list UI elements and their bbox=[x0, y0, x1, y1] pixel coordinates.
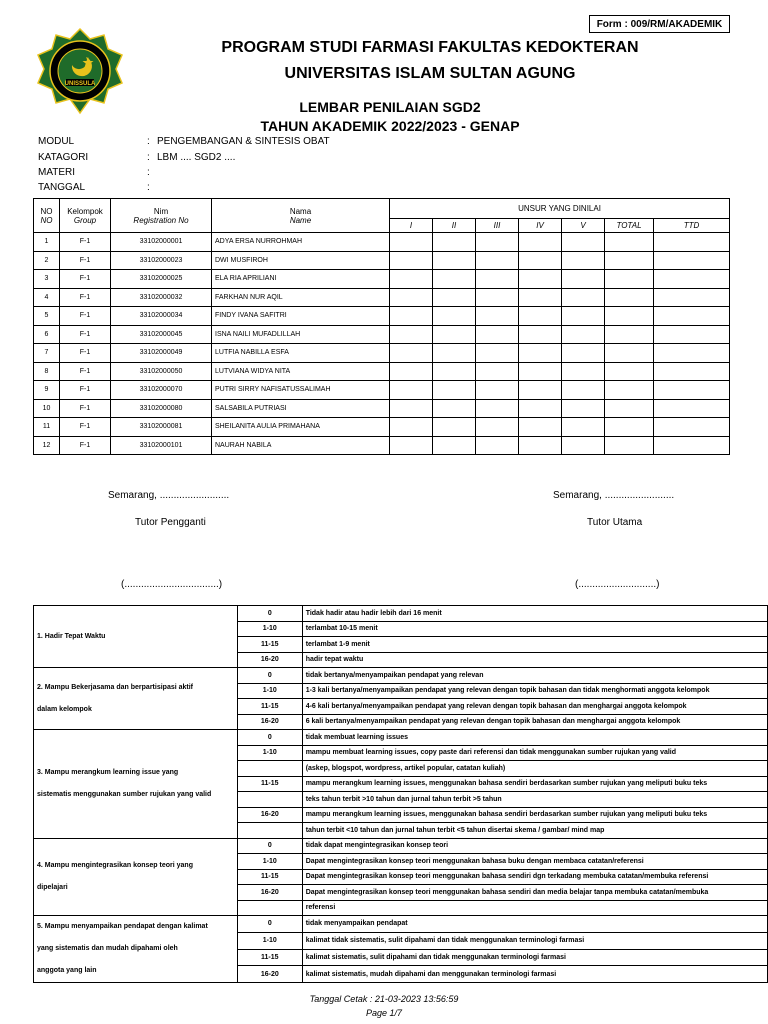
criterion-line: 1. Hadir Tepat Waktu bbox=[37, 632, 106, 640]
row-group: F-1 bbox=[60, 325, 111, 344]
row-nim: 33102000049 bbox=[111, 344, 212, 363]
row-name: FINDY IVANA SAFITRI bbox=[212, 307, 390, 326]
score-cell[interactable] bbox=[476, 251, 519, 270]
score-cell[interactable] bbox=[433, 399, 476, 418]
rubric-score: 1-10 bbox=[237, 621, 302, 637]
header-col-v: V bbox=[562, 219, 605, 233]
score-cell[interactable] bbox=[433, 418, 476, 437]
row-no: 10 bbox=[34, 399, 60, 418]
score-cell[interactable] bbox=[519, 436, 562, 455]
row-group: F-1 bbox=[60, 233, 111, 252]
rubric-description: tidak menyampaikan pendapat bbox=[302, 916, 767, 933]
row-name: PUTRI SIRRY NAFISATUSSALIMAH bbox=[212, 381, 390, 400]
score-cell[interactable] bbox=[654, 399, 730, 418]
score-cell[interactable] bbox=[562, 270, 605, 289]
score-cell[interactable] bbox=[390, 418, 433, 437]
score-cell[interactable] bbox=[519, 418, 562, 437]
table-row bbox=[34, 381, 730, 400]
row-group: F-1 bbox=[60, 399, 111, 418]
score-cell[interactable] bbox=[433, 436, 476, 455]
score-cell[interactable] bbox=[433, 307, 476, 326]
score-cell[interactable] bbox=[476, 307, 519, 326]
rubric-score: 11-15 bbox=[237, 699, 302, 715]
row-no: 5 bbox=[34, 307, 60, 326]
score-cell[interactable] bbox=[390, 344, 433, 363]
rubric-description: kalimat tidak sistematis, sulit dipahami dan tidak menggunakan terminologi farmasi bbox=[302, 932, 767, 949]
criterion-line: 5. Mampu menyampaikan pendapat dengan kalimat bbox=[37, 923, 208, 930]
right-signature-line: (............................) bbox=[575, 579, 660, 590]
score-cell[interactable] bbox=[390, 307, 433, 326]
score-cell[interactable] bbox=[654, 436, 730, 455]
row-group: F-1 bbox=[60, 362, 111, 381]
score-cell[interactable] bbox=[562, 418, 605, 437]
row-name: ISNA NAILI MUFADLILLAH bbox=[212, 325, 390, 344]
score-cell[interactable] bbox=[654, 418, 730, 437]
rubric-score: 1-10 bbox=[237, 932, 302, 949]
svg-text:UNISSULA: UNISSULA bbox=[64, 81, 96, 87]
row-no: 7 bbox=[34, 344, 60, 363]
faculty-title: PROGRAM STUDI FARMASI FAKULTAS KEDOKTERAN bbox=[221, 39, 639, 56]
score-cell[interactable] bbox=[562, 362, 605, 381]
score-cell[interactable] bbox=[519, 344, 562, 363]
score-cell[interactable] bbox=[562, 381, 605, 400]
score-cell[interactable] bbox=[476, 288, 519, 307]
rubric-description: Tidak hadir atau hadir lebih dari 16 menit bbox=[302, 606, 767, 622]
row-group: F-1 bbox=[60, 307, 111, 326]
table-row bbox=[34, 344, 730, 363]
university-title: UNIVERSITAS ISLAM SULTAN AGUNG bbox=[284, 65, 576, 82]
table-row bbox=[34, 325, 730, 344]
score-cell[interactable] bbox=[654, 270, 730, 289]
score-cell[interactable] bbox=[654, 233, 730, 252]
row-no: 3 bbox=[34, 270, 60, 289]
score-cell[interactable] bbox=[476, 399, 519, 418]
row-no: 12 bbox=[34, 436, 60, 455]
score-cell[interactable] bbox=[605, 436, 654, 455]
rubric-description: Dapat mengintegrasikan konsep teori menggunakan bahasa sendiri dan media belajar tanpa membuka catatan/membuka bbox=[302, 885, 767, 901]
criterion-line: yang sistematis dan mudah dipahami oleh bbox=[37, 945, 178, 952]
rubric-score: 16-20 bbox=[237, 966, 302, 983]
rubric-score: 11-15 bbox=[237, 637, 302, 653]
row-nim: 33102000045 bbox=[111, 325, 212, 344]
score-cell[interactable] bbox=[519, 399, 562, 418]
rubric-row bbox=[34, 668, 768, 684]
header-unsur: UNSUR YANG DINILAI bbox=[390, 199, 730, 219]
rubric-score: 11-15 bbox=[237, 949, 302, 966]
rubric-score: 1-10 bbox=[237, 683, 302, 699]
score-cell[interactable] bbox=[390, 381, 433, 400]
rubric-score: 0 bbox=[237, 916, 302, 933]
score-cell[interactable] bbox=[519, 325, 562, 344]
score-cell[interactable] bbox=[605, 251, 654, 270]
row-name: DWI MUSFIROH bbox=[212, 251, 390, 270]
meta-value-kategori: LBM .... SGD2 .... bbox=[157, 152, 236, 163]
rubric-description: teks tahun terbit >10 tahun dan jurnal tahun terbit >5 tahun bbox=[302, 792, 767, 808]
meta-label-modul: MODUL bbox=[38, 136, 75, 147]
row-no: 9 bbox=[34, 381, 60, 400]
rubric-score: 0 bbox=[237, 606, 302, 622]
rubric-score: 0 bbox=[237, 730, 302, 746]
score-cell[interactable] bbox=[476, 362, 519, 381]
rubric-description: 1-3 kali bertanya/menyampaikan pendapat yang relevan dengan topik bahasan dan tidak menghormati anggota kelompok bbox=[302, 683, 767, 699]
score-cell[interactable] bbox=[390, 325, 433, 344]
row-no: 4 bbox=[34, 288, 60, 307]
criterion-line: dipelajari bbox=[37, 883, 68, 891]
row-name: NAURAH NABILA bbox=[212, 436, 390, 455]
score-cell[interactable] bbox=[433, 362, 476, 381]
rubric-criterion bbox=[34, 916, 238, 983]
meta-label-materi: MATERI bbox=[38, 167, 76, 178]
table-row bbox=[34, 251, 730, 270]
score-cell[interactable] bbox=[433, 325, 476, 344]
rubric-row bbox=[34, 730, 768, 746]
row-nim: 33102000081 bbox=[111, 418, 212, 437]
right-place-date: Semarang, ......................... bbox=[553, 490, 675, 501]
rubric-score: 16-20 bbox=[237, 885, 302, 901]
score-cell[interactable] bbox=[519, 307, 562, 326]
row-nim: 33102000032 bbox=[111, 288, 212, 307]
score-cell[interactable] bbox=[476, 381, 519, 400]
table-row bbox=[34, 288, 730, 307]
meta-value-modul: PENGEMBANGAN & SINTESIS OBAT bbox=[157, 136, 330, 147]
row-no: 2 bbox=[34, 251, 60, 270]
row-name: ELA RIA APRILIANI bbox=[212, 270, 390, 289]
header-col-i: I bbox=[390, 219, 433, 233]
score-cell[interactable] bbox=[605, 418, 654, 437]
score-cell[interactable] bbox=[654, 288, 730, 307]
header-col-iii: III bbox=[476, 219, 519, 233]
left-place-date: Semarang, ......................... bbox=[108, 490, 230, 501]
table-row bbox=[34, 436, 730, 455]
rubric-description: Dapat mengintegrasikan konsep teori menggunakan bahasa buku dengan membaca catatan/referensi bbox=[302, 854, 767, 870]
row-group: F-1 bbox=[60, 418, 111, 437]
score-cell[interactable] bbox=[605, 307, 654, 326]
score-cell[interactable] bbox=[562, 251, 605, 270]
row-nim: 33102000001 bbox=[111, 233, 212, 252]
score-cell[interactable] bbox=[476, 436, 519, 455]
score-cell[interactable] bbox=[476, 325, 519, 344]
score-cell[interactable] bbox=[605, 233, 654, 252]
rubric-description: hadir tepat waktu bbox=[302, 652, 767, 668]
rubric-row bbox=[34, 838, 768, 854]
table-row bbox=[34, 399, 730, 418]
score-cell[interactable] bbox=[433, 344, 476, 363]
row-name: SHEILANITA AULIA PRIMAHANA bbox=[212, 418, 390, 437]
print-date: Tanggal Cetak : 21-03-2023 13:56:59 bbox=[309, 994, 459, 1004]
meta-label-kategori: KATAGORI bbox=[38, 152, 89, 163]
score-cell[interactable] bbox=[519, 381, 562, 400]
score-cell[interactable] bbox=[654, 325, 730, 344]
score-cell[interactable] bbox=[654, 344, 730, 363]
header-group: Kelompok Group bbox=[60, 199, 111, 233]
score-cell[interactable] bbox=[562, 307, 605, 326]
rubric-criterion bbox=[34, 838, 238, 916]
sheet-title: LEMBAR PENILAIAN SGD2 bbox=[299, 99, 481, 115]
rubric-description: 4-6 kali bertanya/menyampaikan pendapat yang relevan dengan topik bahasan dan menghargai anggota kelompok bbox=[302, 699, 767, 715]
score-cell[interactable] bbox=[519, 233, 562, 252]
rubric-criterion bbox=[34, 730, 238, 839]
rubric-description: mampu membuat learning issues, copy paste dari referensi dan tidak menggunakan sumber rujukan yang valid bbox=[302, 745, 767, 761]
rubric-description: mampu merangkum learning issues, menggunakan bahasa sendiri berdasarkan sumber rujukan yang meliputi buku teks bbox=[302, 776, 767, 792]
rubric-score: 16-20 bbox=[237, 652, 302, 668]
score-cell[interactable] bbox=[390, 399, 433, 418]
header-no: NO NO bbox=[34, 199, 60, 233]
score-cell[interactable] bbox=[605, 288, 654, 307]
criterion-line: 3. Mampu merangkum learning issue yang bbox=[37, 768, 179, 776]
score-cell[interactable] bbox=[433, 381, 476, 400]
score-cell[interactable] bbox=[562, 344, 605, 363]
score-cell[interactable] bbox=[605, 344, 654, 363]
rubric-score: 1-10 bbox=[237, 854, 302, 870]
header-col-total: TOTAL bbox=[605, 219, 654, 233]
score-cell[interactable] bbox=[562, 233, 605, 252]
score-cell[interactable] bbox=[519, 251, 562, 270]
rubric-score bbox=[237, 792, 302, 808]
rubric-description: tidak bertanya/menyampaikan pendapat yang relevan bbox=[302, 668, 767, 684]
criterion-line: 2. Mampu Bekerjasama dan berpartisipasi aktif bbox=[37, 683, 194, 691]
score-cell[interactable] bbox=[476, 418, 519, 437]
rubric-score bbox=[237, 900, 302, 916]
header-nim: Nim Registration No bbox=[111, 199, 212, 233]
score-cell[interactable] bbox=[390, 270, 433, 289]
score-cell[interactable] bbox=[476, 270, 519, 289]
criterion-line: anggota yang lain bbox=[37, 967, 97, 974]
table-row bbox=[34, 270, 730, 289]
score-cell[interactable] bbox=[390, 362, 433, 381]
score-cell[interactable] bbox=[605, 325, 654, 344]
row-name: LUTFIA NABILLA ESFA bbox=[212, 344, 390, 363]
academic-year: TAHUN AKADEMIK 2022/2023 - GENAP bbox=[260, 118, 520, 134]
score-cell[interactable] bbox=[562, 399, 605, 418]
header-col-ttd: TTD bbox=[654, 219, 730, 233]
score-cell[interactable] bbox=[390, 288, 433, 307]
score-cell[interactable] bbox=[654, 381, 730, 400]
rubric-description: tidak membuat learning issues bbox=[302, 730, 767, 746]
rubric-score: 1-10 bbox=[237, 745, 302, 761]
tutor-utama-label: Tutor Utama bbox=[587, 517, 643, 528]
meta-label-tanggal: TANGGAL bbox=[38, 182, 86, 193]
row-nim: 33102000023 bbox=[111, 251, 212, 270]
tutor-pengganti-label: Tutor Pengganti bbox=[135, 517, 206, 528]
score-cell[interactable] bbox=[390, 436, 433, 455]
row-name: SALSABILA PUTRIASI bbox=[212, 399, 390, 418]
score-cell[interactable] bbox=[519, 288, 562, 307]
rubric-score: 11-15 bbox=[237, 776, 302, 792]
criterion-line: sistematis menggunakan sumber rujukan yang valid bbox=[37, 790, 212, 798]
rubric-description: tidak dapat mengintegrasikan konsep teori bbox=[302, 838, 767, 854]
assessment-table bbox=[33, 198, 730, 455]
rubric-row bbox=[34, 606, 768, 622]
table-row bbox=[34, 307, 730, 326]
row-nim: 33102000101 bbox=[111, 436, 212, 455]
rubric-description: Dapat mengintegrasikan konsep teori menggunakan bahasa sendiri dgn terkadang membuka catatan/membuka referensi bbox=[302, 869, 767, 885]
score-cell[interactable] bbox=[562, 288, 605, 307]
header-col-ii: II bbox=[433, 219, 476, 233]
rubric-description: terlambat 1-9 menit bbox=[302, 637, 767, 653]
row-group: F-1 bbox=[60, 381, 111, 400]
rubric-row bbox=[34, 916, 768, 933]
row-nim: 33102000050 bbox=[111, 362, 212, 381]
row-name: FARKHAN NUR AQIL bbox=[212, 288, 390, 307]
score-cell[interactable] bbox=[433, 270, 476, 289]
header-col-iv: IV bbox=[519, 219, 562, 233]
rubric-table bbox=[33, 605, 768, 983]
rubric-score: 0 bbox=[237, 668, 302, 684]
rubric-description: mampu merangkum learning issues, menggunakan bahasa sendiri berdasarkan sumber rujukan yang meliputi buku teks bbox=[302, 807, 767, 823]
rubric-score: 16-20 bbox=[237, 807, 302, 823]
score-cell[interactable] bbox=[390, 251, 433, 270]
page-number: Page 1/7 bbox=[365, 1008, 403, 1018]
header-name: Nama Name bbox=[212, 199, 390, 233]
score-cell[interactable] bbox=[562, 325, 605, 344]
score-cell[interactable] bbox=[654, 362, 730, 381]
row-group: F-1 bbox=[60, 270, 111, 289]
rubric-description: kalimat sistematis, sulit dipahami dan tidak menggunakan terminologi farmasi bbox=[302, 949, 767, 966]
rubric-description: tahun terbit <10 tahun dan jurnal tahun terbit <5 tahun disertai skema / gambar/ mind map bbox=[302, 823, 767, 839]
rubric-description: kalimat sistematis, mudah dipahami dan menggunakan terminologi farmasi bbox=[302, 966, 767, 983]
rubric-description: referensi bbox=[302, 900, 767, 916]
score-cell[interactable] bbox=[605, 381, 654, 400]
score-cell[interactable] bbox=[476, 344, 519, 363]
score-cell[interactable] bbox=[433, 233, 476, 252]
table-row bbox=[34, 233, 730, 252]
rubric-criterion bbox=[34, 668, 238, 730]
form-code: Form : 009/RM/AKADEMIK bbox=[589, 15, 730, 33]
rubric-criterion bbox=[34, 606, 238, 668]
score-cell[interactable] bbox=[519, 270, 562, 289]
rubric-description: terlambat 10-15 menit bbox=[302, 621, 767, 637]
score-cell[interactable] bbox=[433, 288, 476, 307]
row-group: F-1 bbox=[60, 344, 111, 363]
score-cell[interactable] bbox=[390, 233, 433, 252]
score-cell[interactable] bbox=[605, 270, 654, 289]
criterion-line: 4. Mampu mengintegrasikan konsep teori yang bbox=[37, 861, 193, 869]
rubric-description: (askep, blogspot, wordpress, artikel popular, catatan kuliah) bbox=[302, 761, 767, 777]
rubric-score: 11-15 bbox=[237, 869, 302, 885]
table-row bbox=[34, 418, 730, 437]
score-cell[interactable] bbox=[476, 233, 519, 252]
rubric-score: 0 bbox=[237, 838, 302, 854]
left-signature-line: (..................................) bbox=[121, 579, 223, 590]
score-cell[interactable] bbox=[562, 436, 605, 455]
row-name: LUTVIANA WIDYA NITA bbox=[212, 362, 390, 381]
row-nim: 33102000080 bbox=[111, 399, 212, 418]
row-no: 1 bbox=[34, 233, 60, 252]
score-cell[interactable] bbox=[605, 399, 654, 418]
row-group: F-1 bbox=[60, 288, 111, 307]
criterion-line: dalam kelompok bbox=[37, 705, 92, 713]
table-row bbox=[34, 362, 730, 381]
university-logo-icon bbox=[36, 27, 124, 115]
score-cell[interactable] bbox=[519, 362, 562, 381]
score-cell[interactable] bbox=[605, 362, 654, 381]
row-nim: 33102000034 bbox=[111, 307, 212, 326]
score-cell[interactable] bbox=[433, 251, 476, 270]
score-cell[interactable] bbox=[654, 307, 730, 326]
row-nim: 33102000025 bbox=[111, 270, 212, 289]
rubric-description: 6 kali bertanya/menyampaikan pendapat yang relevan dengan topik bahasan dan menghargai anggota kelompok bbox=[302, 714, 767, 730]
rubric-score bbox=[237, 823, 302, 839]
row-group: F-1 bbox=[60, 251, 111, 270]
row-no: 11 bbox=[34, 418, 60, 437]
row-nim: 33102000070 bbox=[111, 381, 212, 400]
rubric-score: 16-20 bbox=[237, 714, 302, 730]
row-group: F-1 bbox=[60, 436, 111, 455]
score-cell[interactable] bbox=[654, 251, 730, 270]
rubric-score bbox=[237, 761, 302, 777]
row-name: ADYA ERSA NURROHMAH bbox=[212, 233, 390, 252]
row-no: 6 bbox=[34, 325, 60, 344]
row-no: 8 bbox=[34, 362, 60, 381]
